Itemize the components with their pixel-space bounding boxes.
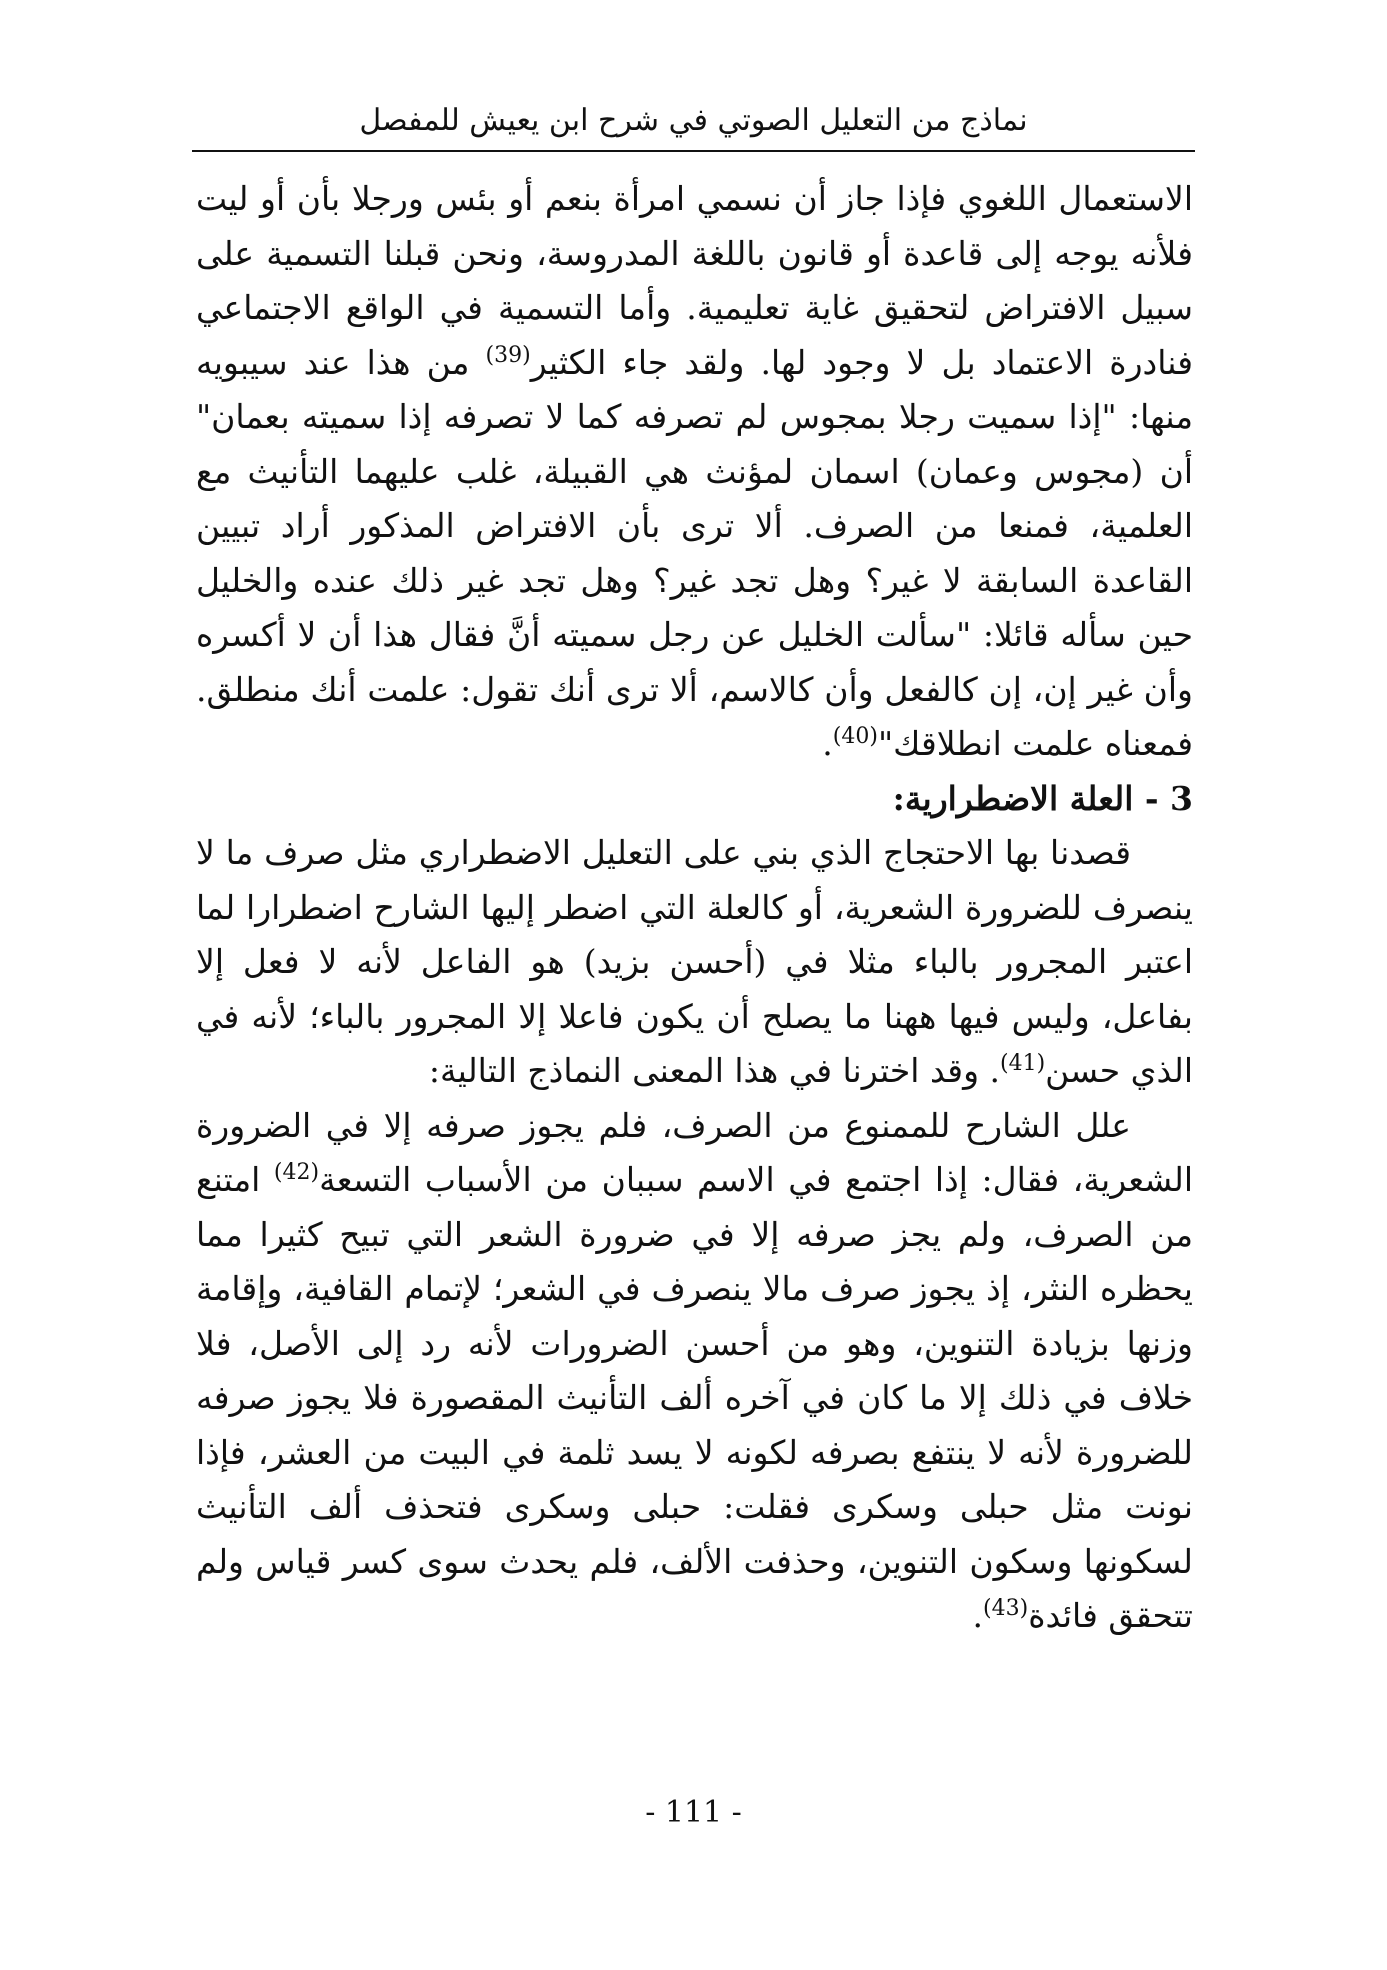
paragraph-1-end: .	[822, 724, 833, 763]
body-text	[196, 172, 1193, 1644]
footnote-ref-43: (43)	[983, 1596, 1029, 1621]
paragraph-3	[196, 1099, 1193, 1644]
section-heading: 3 - العلة الاضطرارية:	[892, 778, 1193, 818]
paragraph-2-text-b: . وقد اخترنا في هذا المعنى النماذج التالية:	[428, 1051, 1000, 1090]
footnote-ref-42: (42)	[273, 1160, 320, 1185]
running-header: نماذج من التعليل الصوتي في شرح ابن يعيش للمفصل	[359, 103, 1028, 138]
footnote-ref-39: (39)	[485, 342, 531, 368]
paragraph-1-text-b: من هذا عند سيبويه منها: "إذا سميت رجلا بمجوس لم تصرفه كما لا تصرفه إذا سميته بعمان" أن (مجوس وعمان) اسمان لمؤنث هي القبيلة، غلب عليهما التأنيث مع العلمية، فمنعا من الصرف. ألا ترى بأن الافتراض المذكور أراد تبيين القاعدة السابقة لا غير؟ وهل تجد غير؟ وهل تجد غير ذلك عنده والخليل حين سأله قائلا: "سألت الخليل عن رجل سميته أنَّ فقال هذا أن لا أكسره وأن غير إن، إن كالفعل وأن كالاسم، ألا ترى أنك تقول: علمت أنك منطلق. فمعناه علمت انطلاقك"	[196, 342, 1193, 763]
footnote-ref-40: (40)	[832, 724, 878, 749]
footnote-ref-41: (41)	[999, 1051, 1046, 1076]
paragraph-1-text-a: الاستعمال اللغوي فإذا جاز أن نسمي امرأة بنعم أو بئس ورجلا بأن أو ليت فلأنه يوجه إلى قاعدة أو قانون باللغة المدروسة، ونحن قبلنا التسمية على سبيل الافتراض لتحقيق غاية تعليمية. وأما التسمية في الواقع الاجتماعي فنادرة الاعتماد بل لا وجود لها. ولقد جاء الكثير	[196, 179, 1193, 382]
paragraph-3-text-b: امتنع من الصرف، ولم يجز صرفه إلا في ضرورة الشعر التي تبيح كثيرا مما يحظره النثر، إذ يجوز صرف مالا ينصرف في الشعر؛ لإتمام القافية، وإقامة وزنها بزيادة التنوين، وهو من أحسن الضرورات لأنه رد إلى الأصل، فلا خلاف في ذلك إلا ما كان في آخره ألف التأنيث المقصورة فلا يجوز صرفه للضرورة لأنه لا ينتفع بصرفه لكونه لا يسد ثلمة في البيت من العشر، فإذا نونت مثل حبلى وسكرى فقلت: حبلى وسكرى فتحذف ألف التأنيث لسكونها وسكون التنوين، وحذفت الألف، فلم يحدث سوى كسر قياس ولم تتحقق فائدة	[196, 1160, 1193, 1635]
header-rule	[192, 150, 1195, 152]
paragraph-3-text-a: علل الشارح للممنوع من الصرف، فلم يجوز صرفه إلا في الضرورة الشعرية، فقال: إذا اجتمع في الاسم سببان من الأسباب التسعة	[196, 1105, 1193, 1199]
paragraph-2	[196, 826, 1193, 1099]
paragraph-3-end: .	[972, 1596, 984, 1635]
paragraph-1	[196, 172, 1193, 772]
paragraph-2-text-a: قصدنا بها الاحتجاج الذي بني على التعليل الاضطراري مثل صرف ما لا ينصرف للضرورة الشعرية، أو كالعلة التي اضطر إليها الشارح اضطرارا لما اعتبر المجرور بالباء مثلا في (أحسن بزيد) هو الفاعل لأنه لا فعل إلا بفاعل، وليس فيها ههنا ما يصلح أن يكون فاعلا إلا المجرور بالباء؛ لأنه في الذي حسن	[196, 833, 1193, 1090]
page-number: - 111 -	[645, 1795, 742, 1830]
